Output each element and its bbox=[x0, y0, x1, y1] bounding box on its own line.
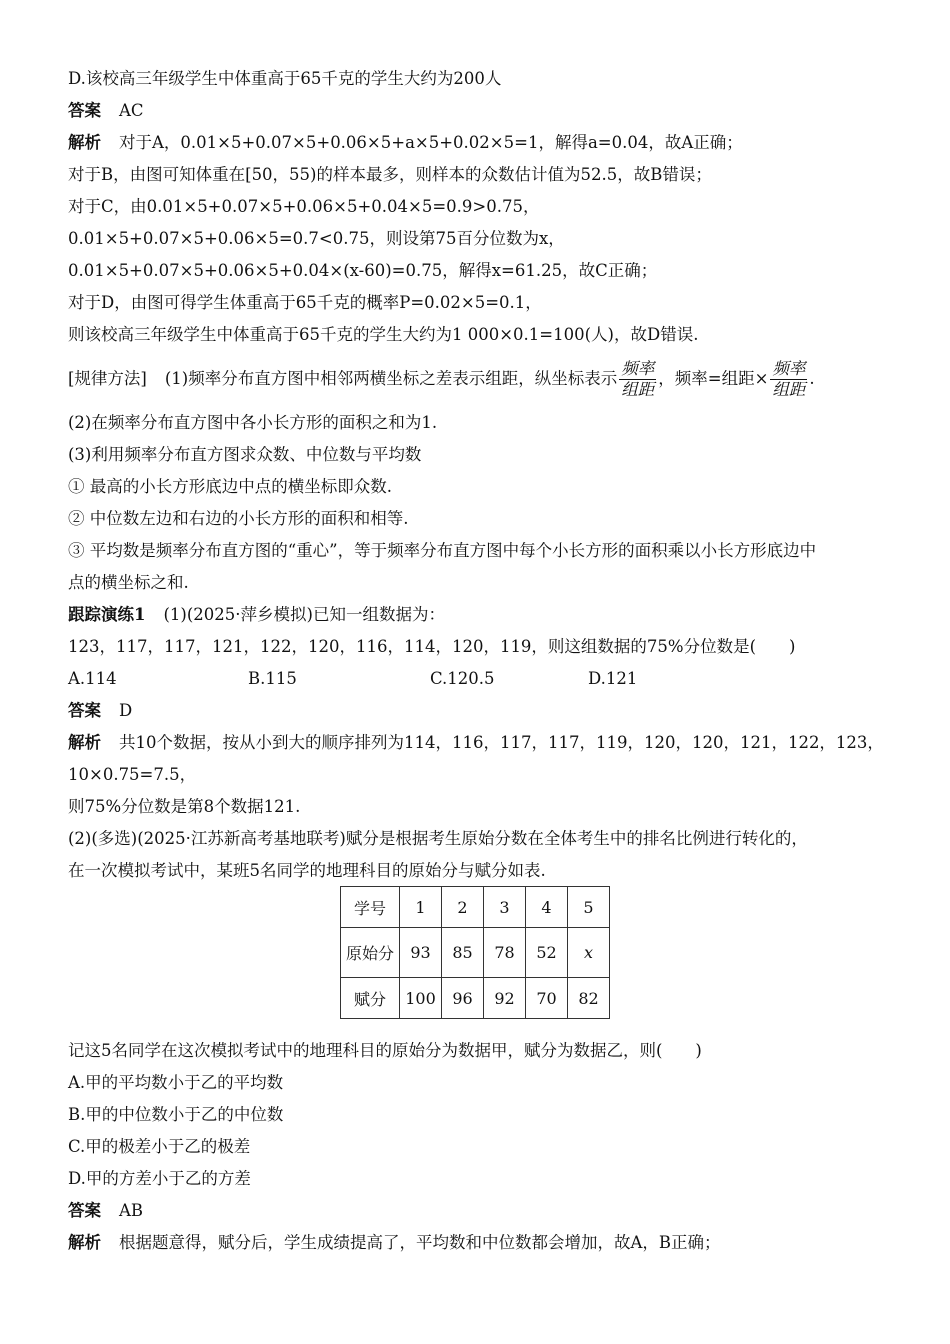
option-c: C.120.5 bbox=[430, 669, 495, 688]
answer-label: 答案 bbox=[68, 101, 101, 120]
analysis2-text: 根据题意得，赋分后，学生成绩提高了，平均数和中位数都会增加，故A，B正确； bbox=[119, 1233, 721, 1252]
analysis-c1: 对于C，由0.01×5+0.07×5+0.06×5+0.04×5=0.9>0.75， bbox=[68, 197, 540, 216]
table-row bbox=[341, 928, 610, 978]
method-point-2: (2)在频率分布直方图中各小长方形的面积之和为1. bbox=[68, 413, 438, 432]
table-header-cell: 5 bbox=[568, 887, 610, 928]
method-line bbox=[68, 358, 815, 400]
frac-freq-interval bbox=[619, 359, 656, 400]
table-cell: 85 bbox=[442, 928, 484, 978]
table-cell: 78 bbox=[484, 928, 526, 978]
analysis-d2: 则该校高三年级学生中体重高于65千克的学生大约为1 000×0.1=100(人)，故D错误. bbox=[68, 325, 699, 344]
table-cell: 52 bbox=[526, 928, 568, 978]
method-text2: ，频率=组距× bbox=[658, 369, 769, 388]
table-header-cell: 1 bbox=[400, 887, 442, 928]
frac2-num: 频率 bbox=[772, 359, 806, 378]
exercise-line bbox=[68, 604, 445, 626]
answer-value: AC bbox=[119, 101, 144, 120]
option-a: A.114 bbox=[68, 669, 117, 688]
exercise-analysis: 共10个数据，按从小到大的顺序排列为114，116，117，117，119，120，120，121，122，123， bbox=[119, 733, 884, 752]
problem2-line1: (2)(多选)(2025·江苏新高考基地联考)赋分是根据考生原始分数在全体考生中的排名比例进行转化的， bbox=[68, 829, 808, 848]
exercise-text: (1)(2025·萍乡模拟)已知一组数据为： bbox=[163, 605, 445, 624]
table-header-cell: 3 bbox=[484, 887, 526, 928]
option-d-line: D.该校高三年级学生中体重高于65千克的学生大约为200人 bbox=[68, 69, 502, 88]
table-row-label: 赋分 bbox=[341, 978, 400, 1019]
frac-freq-interval-2 bbox=[770, 359, 807, 400]
table-cell: 93 bbox=[400, 928, 442, 978]
method-sub-2: ② 中位数左边和右边的小长方形的面积和相等. bbox=[68, 509, 409, 528]
method-sub-1: ① 最高的小长方形底边中点的横坐标即众数. bbox=[68, 477, 392, 496]
answer-line bbox=[68, 100, 144, 122]
exercise-answer-label: 答案 bbox=[68, 701, 101, 720]
answer2-line bbox=[68, 1200, 143, 1222]
exercise-analysis-3: 则75%分位数是第8个数据121. bbox=[68, 797, 301, 816]
exercise-analysis-2: 10×0.75=7.5， bbox=[68, 765, 197, 784]
analysis-b: 对于B，由图可知体重在[50，55)的样本最多，则样本的众数估计值为52.5，故B错误； bbox=[68, 165, 712, 184]
frac-num: 频率 bbox=[621, 359, 655, 378]
option-d: D.121 bbox=[588, 669, 638, 688]
analysis-c2: 0.01×5+0.07×5+0.06×5=0.7<0.75，则设第75百分位数为x， bbox=[68, 229, 565, 248]
problem2-option-a: A.甲的平均数小于乙的平均数 bbox=[68, 1073, 284, 1092]
method-text3: . bbox=[809, 369, 815, 388]
table-cell: x bbox=[568, 928, 610, 978]
exercise-analysis-label: 解析 bbox=[68, 733, 101, 752]
answer2-label: 答案 bbox=[68, 1201, 101, 1220]
analysis2-label: 解析 bbox=[68, 1233, 101, 1252]
method-point-3: (3)利用频率分布直方图求众数、中位数与平均数 bbox=[68, 445, 422, 464]
frac-den: 组距 bbox=[621, 380, 655, 399]
table-header-cell: 4 bbox=[526, 887, 568, 928]
table-row bbox=[341, 887, 610, 928]
exercise-data: 123，117，117，121，122，120，116，114，120，119，则这组数据的75%分位数是( ) bbox=[68, 637, 796, 656]
table-cell: 92 bbox=[484, 978, 526, 1019]
option-b: B.115 bbox=[248, 669, 297, 688]
analysis-label: 解析 bbox=[68, 133, 101, 152]
method-sub-3-cont: 点的横坐标之和. bbox=[68, 573, 189, 592]
frac2-den: 组距 bbox=[772, 380, 806, 399]
problem2-option-d: D.甲的方差小于乙的方差 bbox=[68, 1169, 251, 1188]
exercise-analysis-line bbox=[68, 732, 884, 754]
table-header-cell: 2 bbox=[442, 887, 484, 928]
exercise-answer: D bbox=[119, 701, 133, 720]
problem2-question: 记这5名同学在这次模拟考试中的地理科目的原始分为数据甲，赋分为数据乙，则( ) bbox=[68, 1041, 702, 1060]
method-label: [规律方法] bbox=[68, 369, 147, 388]
exercise-label: 跟踪演练1 bbox=[68, 605, 146, 624]
table-cell: 100 bbox=[400, 978, 442, 1019]
analysis-d1: 对于D，由图可得学生体重高于65千克的概率P=0.02×5=0.1， bbox=[68, 293, 542, 312]
problem2-option-b: B.甲的中位数小于乙的中位数 bbox=[68, 1105, 284, 1124]
analysis2-line bbox=[68, 1232, 721, 1254]
table-row-label: 原始分 bbox=[341, 928, 400, 978]
table-cell: 70 bbox=[526, 978, 568, 1019]
analysis-line bbox=[68, 132, 743, 154]
score-table bbox=[340, 886, 610, 1019]
table-cell: 82 bbox=[568, 978, 610, 1019]
analysis-c3: 0.01×5+0.07×5+0.06×5+0.04×(x-60)=0.75，解得x=61.25，故C正确； bbox=[68, 261, 658, 280]
answer2-value: AB bbox=[119, 1201, 144, 1220]
table-header-cell: 学号 bbox=[341, 887, 400, 928]
problem2-option-c: C.甲的极差小于乙的极差 bbox=[68, 1137, 251, 1156]
analysis-text: 对于A，0.01×5+0.07×5+0.06×5+a×5+0.02×5=1，解得a=0.04，故A正确； bbox=[119, 133, 743, 152]
exercise-answer-line bbox=[68, 700, 132, 722]
method-sub-3: ③ 平均数是频率分布直方图的“重心”，等于频率分布直方图中每个小长方形的面积乘以小长方形底边中 bbox=[68, 541, 817, 560]
method-text1: (1)频率分布直方图中相邻两横坐标之差表示组距，纵坐标表示 bbox=[164, 369, 618, 388]
problem2-line2: 在一次模拟考试中，某班5名同学的地理科目的原始分与赋分如表. bbox=[68, 861, 546, 880]
table-cell: 96 bbox=[442, 978, 484, 1019]
table-row bbox=[341, 978, 610, 1019]
